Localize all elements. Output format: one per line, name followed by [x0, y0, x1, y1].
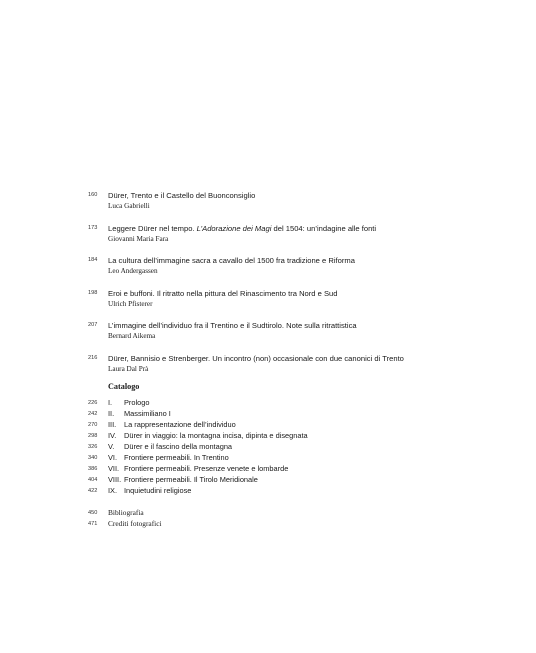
- catalog-item: [88, 398, 508, 409]
- back-matter-title: Crediti fotografici: [108, 519, 162, 528]
- page-number: 270: [88, 421, 98, 428]
- page-number: 242: [88, 410, 98, 417]
- essay-title: Dürer, Trento e il Castello del Buonconsiglio: [108, 191, 256, 200]
- essay-author: Bernard Aikema: [108, 332, 156, 340]
- catalog-item: [88, 420, 508, 431]
- page-number: 207: [88, 322, 98, 328]
- essay-author: Laura Dal Prà: [108, 364, 149, 373]
- section-title: Dürer in viaggio: la montagna incisa, dipinta e disegnata: [124, 431, 308, 440]
- page-number: 226: [88, 399, 98, 406]
- page-number: 386: [88, 465, 98, 472]
- page-number: 173: [88, 224, 98, 231]
- section-numeral: II.: [108, 409, 115, 418]
- section-title: Frontiere permeabili. Presenze venete e lombarde: [124, 464, 289, 473]
- essay-author: Luca Gabrielli: [108, 202, 150, 210]
- essay-author: Leo Andergassen: [108, 267, 158, 275]
- essay-author: Ulrich Pfisterer: [108, 299, 153, 308]
- section-numeral: III.: [108, 420, 117, 429]
- page-number: 326: [88, 443, 98, 450]
- section-title: La rappresentazione dell’individuo: [124, 420, 236, 429]
- essay-entry: [88, 256, 508, 288]
- section-title: Frontiere permeabili. In Trentino: [124, 453, 229, 462]
- page-number: 298: [88, 432, 98, 439]
- catalog-item: [88, 431, 508, 442]
- essay-entry: [88, 224, 508, 256]
- essay-title: La cultura dell’immagine sacra a cavallo del 1500 fra tradizione e Riforma: [108, 256, 355, 265]
- essay-entry: [88, 354, 508, 386]
- section-title: Frontiere permeabili. Il Tirolo Meridionale: [124, 475, 258, 484]
- section-numeral: VII.: [108, 464, 120, 473]
- catalog-list: [88, 398, 508, 497]
- catalog-heading: Catalogo: [108, 382, 140, 391]
- catalog-item: [88, 442, 508, 453]
- essay-title: Dürer, Bannisio e Strenberger. Un incontro (non) occasionale con due canonici di Trento: [108, 353, 404, 363]
- back-matter-item: [88, 519, 508, 530]
- section-numeral: VI.: [108, 453, 118, 462]
- page-number: 184: [88, 257, 98, 263]
- essay-title: Eroi e buffoni. Il ritratto nella pittura del Rinascimento tra Nord e Sud: [108, 288, 338, 298]
- section-title: Massimiliano I: [124, 409, 171, 418]
- section-title: Prologo: [124, 398, 150, 407]
- essay-title: Leggere Dürer nel tempo. L’Adorazione dei Magi del 1504: un’indagine alle fonti: [108, 223, 377, 233]
- page-number: 340: [88, 454, 98, 461]
- section-numeral: I.: [108, 398, 113, 407]
- page-number: 404: [88, 476, 98, 483]
- essay-author: Giovanni Maria Fara: [108, 234, 169, 243]
- page-number: 216: [88, 354, 98, 361]
- catalog-item: [88, 409, 508, 420]
- essay-entry: [88, 289, 508, 321]
- page-number: 160: [88, 192, 98, 198]
- section-numeral: V.: [108, 442, 115, 451]
- section-title: Dürer e il fascino della montagna: [124, 442, 233, 451]
- page-number: 422: [88, 487, 98, 494]
- page-number: 471: [88, 520, 98, 527]
- section-numeral: IV.: [108, 431, 117, 440]
- essay-list: [88, 191, 508, 386]
- section-numeral: IX.: [108, 486, 118, 495]
- catalog-item: [88, 475, 508, 486]
- catalog-item: [88, 464, 508, 475]
- section-numeral: VIII.: [108, 475, 122, 484]
- essay-entry: [88, 321, 508, 353]
- page-number: 198: [88, 289, 98, 296]
- catalog-item: [88, 453, 508, 464]
- back-matter-item: [88, 508, 508, 519]
- catalog-item: [88, 486, 508, 497]
- back-matter-list: [88, 508, 508, 530]
- essay-title: L’immagine dell’individuo fra il Trentino e il Sudtirolo. Note sulla ritrattistica: [108, 321, 357, 330]
- section-title: Inquietudini religiose: [124, 486, 192, 495]
- essay-entry: [88, 191, 508, 223]
- page-number: 450: [88, 509, 98, 516]
- back-matter-title: Bibliografia: [108, 508, 144, 517]
